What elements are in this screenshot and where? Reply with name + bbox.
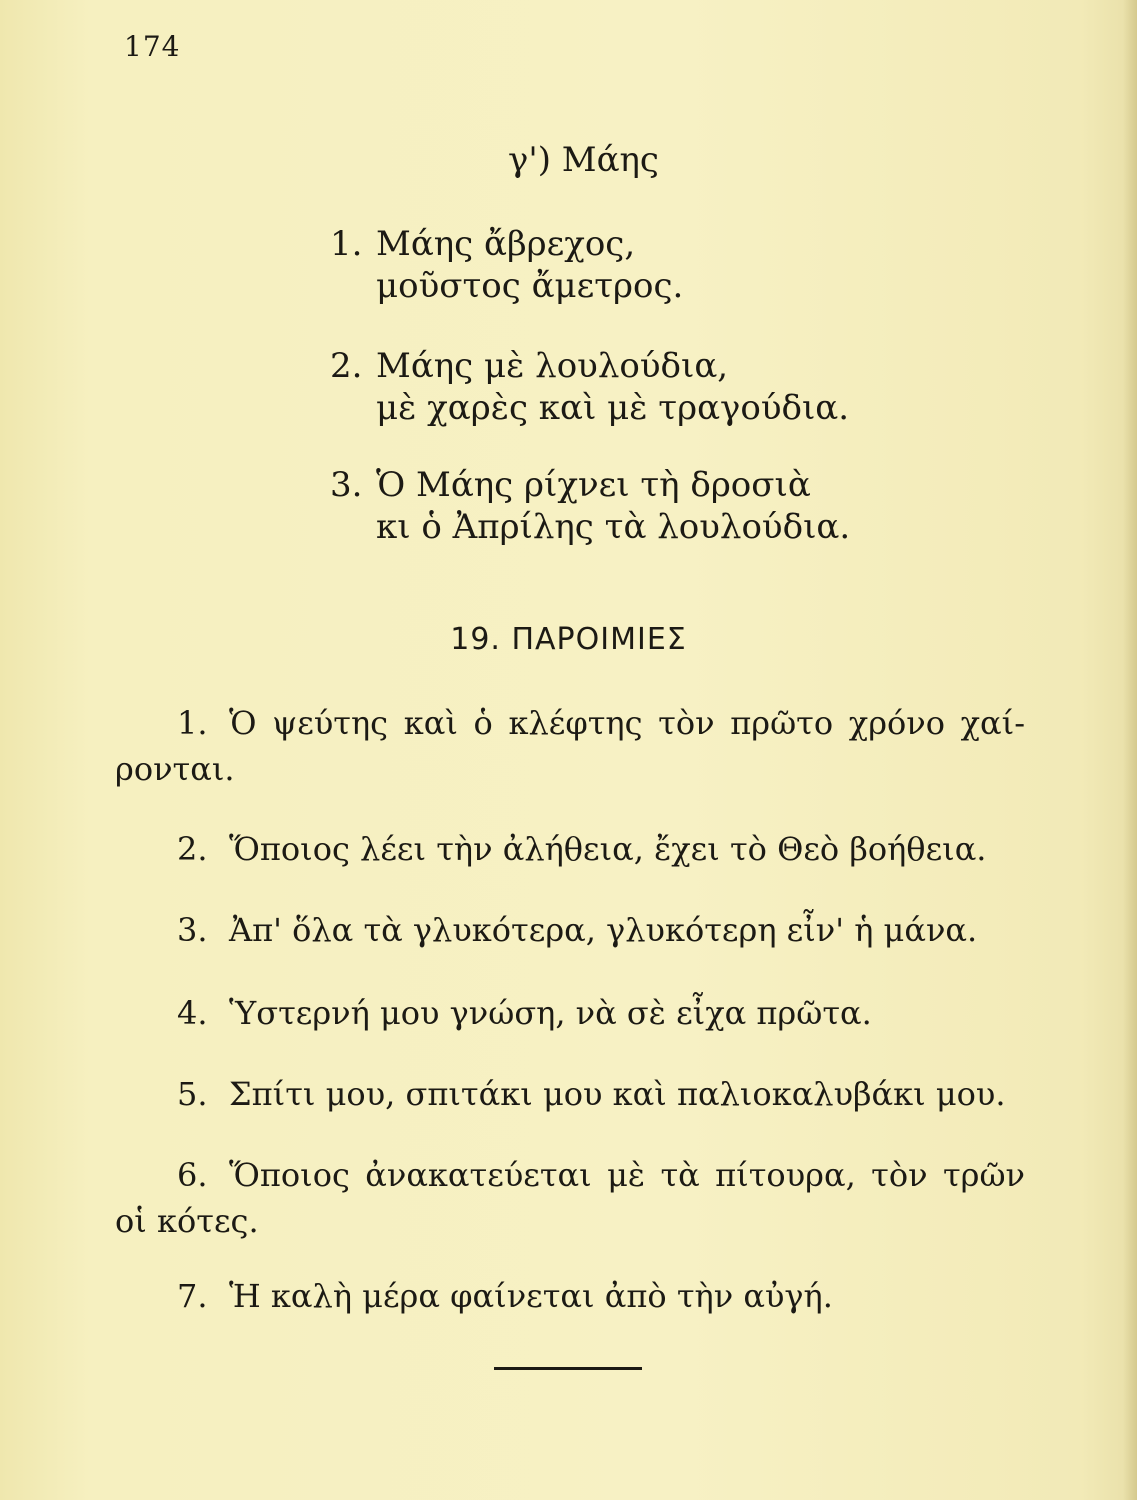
proverbs-heading: 19. ΠΑΡΟΙΜΙΕΣ [450, 622, 687, 657]
poem-line: μοῦστος ἄμετρος. [376, 266, 684, 306]
poem-item-number: 3. [330, 465, 363, 505]
proverb-number: 1. [177, 704, 208, 742]
proverb-number: 6. [177, 1156, 208, 1194]
proverb-text: Ὅποιος ἀνακατεύεται μὲ τὰ πίτουρα, τὸν τρῶν οἱ κότες. [115, 1156, 1025, 1240]
poem-item-number: 1. [330, 224, 363, 264]
proverb-item [115, 1071, 1025, 1117]
poem-item [330, 223, 683, 307]
proverb-item [115, 907, 1025, 953]
proverb-item [115, 826, 1025, 872]
poem-line: Μάης ἄβρεχος, [376, 224, 636, 264]
poem-line: Ὁ Μάης ρίχνει τὴ δροσιὰ [376, 465, 811, 505]
proverb-item [115, 1273, 1025, 1319]
closing-rule [494, 1367, 642, 1370]
poem-line: κι ὁ Ἀπρίλης τὰ λουλούδια. [376, 507, 851, 547]
proverb-text: Ἡ καλὴ μέρα φαίνεται ἀπὸ τὴν αὐγή. [229, 1277, 833, 1315]
proverb-item [115, 700, 1025, 792]
proverb-number: 3. [177, 911, 208, 949]
proverb-text: Ἀπ' ὅλα τὰ γλυκότερα, γλυκότερη εἶν' ἡ μάνα. [229, 911, 978, 949]
proverb-item [115, 990, 1025, 1036]
page-number: 174 [124, 30, 181, 63]
poem-line: μὲ χαρὲς καὶ μὲ τραγούδια. [376, 388, 850, 428]
proverb-number: 5. [177, 1075, 208, 1113]
proverb-number: 4. [177, 994, 208, 1032]
poem-item [330, 345, 849, 429]
proverb-number: 2. [177, 830, 208, 868]
proverb-text: Σπίτι μου, σπιτάκι μου καὶ παλιοκαλυβάκι μου. [229, 1075, 1006, 1113]
proverb-number: 7. [177, 1277, 208, 1315]
section-title: γ') Μάης [508, 140, 659, 180]
proverb-text: Ὅποιος λέει τὴν ἀλήθεια, ἔχει τὸ Θεὸ βοήθεια. [229, 830, 987, 868]
proverb-text: Ὁ ψεύτης καὶ ὁ κλέφτης τὸν πρῶτο χρόνο χαί-ρονται. [115, 704, 1025, 788]
poem-item-number: 2. [330, 346, 363, 386]
poem-item [330, 464, 850, 548]
proverb-item [115, 1152, 1025, 1244]
page-edge-shadow [1123, 0, 1137, 1500]
poem-line: Μάης μὲ λουλούδια, [376, 346, 729, 386]
proverb-text: Ὑστερνή μου γνώση, νὰ σὲ εἶχα πρῶτα. [229, 994, 872, 1032]
